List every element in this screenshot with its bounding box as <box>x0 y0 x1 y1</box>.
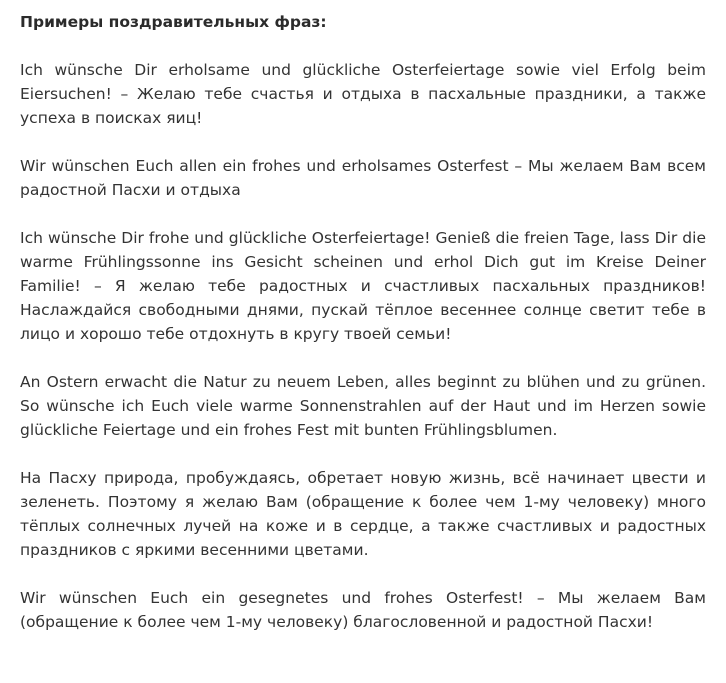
greeting-paragraph-5: На Пасху природа, пробуждаясь, обретает новую жизнь, всё начинает цвести и зеленеть. Поэтому я желаю Вам (обращение к более чем 1-му человеку) много тёплых солнечных лучей на коже и в сердце, а также счастливых и радостных праздников с яркими весенними цветами. <box>20 469 706 559</box>
greeting-paragraph-4: An Ostern erwacht die Natur zu neuem Leben, alles beginnt zu blühen und zu grünen. So wünsche ich Euch viele warme Sonnenstrahlen auf der Haut und im Herzen sowie glückliche Feiertage und ein frohes Fest mit bunten Frühlingsblumen. <box>20 373 706 439</box>
greeting-paragraph-2: Wir wünschen Euch allen ein frohes und erholsames Osterfest – Мы желаем Вам всем радостной Пасхи и отдыха <box>20 157 706 199</box>
section-heading: Примеры поздравительных фраз: <box>20 13 327 31</box>
greeting-paragraph-6: Wir wünschen Euch ein gesegnetes und frohes Osterfest! – Мы желаем Вам (обращение к более чем 1-му человеку) благословенной и радостной Пасхи! <box>20 589 706 631</box>
greeting-paragraph-1: Ich wünsche Dir erholsame und glückliche Osterfeiertage sowie viel Erfolg beim Eiersuchen! – Желаю тебе счастья и отдыха в пасхальные праздники, а также успеха в поисках яиц! <box>20 61 706 127</box>
greeting-paragraph-3: Ich wünsche Dir frohe und glückliche Osterfeiertage! Genieß die freien Tage, lass Dir die warme Frühlingssonne ins Gesicht scheinen und erhol Dich gut im Kreise Deiner Familie! – Я желаю тебе радостных и счастливых пасхальных праздников! Наслаждайся свободными днями, пускай тёплое весеннее солнце светит тебе в лицо и хорошо тебе отдохнуть в кругу твоей семьи! <box>20 229 706 343</box>
